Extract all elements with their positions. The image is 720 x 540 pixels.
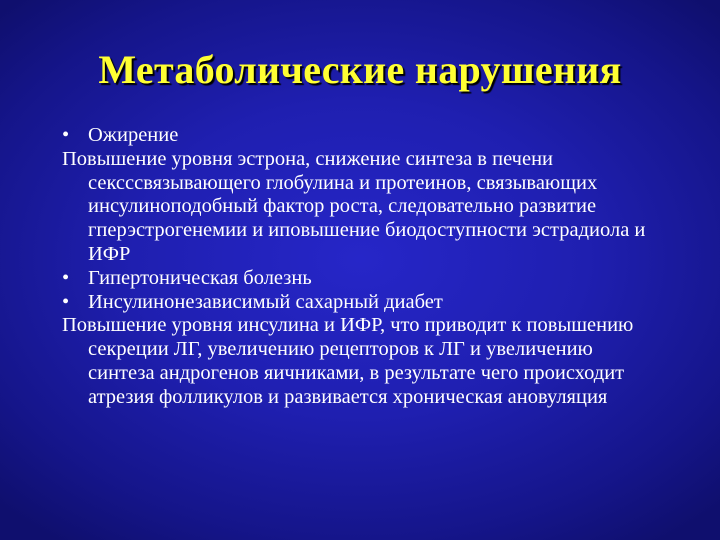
bullet-icon: •: [62, 124, 70, 146]
bullet-text: Инсулинонезависимый сахарный диабет: [88, 290, 443, 313]
paragraph-diabetes-details: Повышение уровня инсулина и ИФР, что приводит к повышению секреции ЛГ, увеличению рецепторов к ЛГ и увеличению синтеза андрогенов яичниками, в результате чего происходит атрезия фолликулов и развивается хроническая ановуляция: [62, 314, 634, 408]
bullet-item-obesity: [62, 124, 662, 148]
bullet-icon: •: [62, 266, 70, 289]
slide-title: Метаболические нарушения: [98, 47, 622, 92]
bullet-item-diabetes: [62, 291, 662, 315]
slide-body: [62, 124, 662, 410]
bullet-text: Гипертоническая болезнь: [88, 266, 312, 289]
paragraph-obesity-details: Повышение уровня эстрона, снижение синтеза в печени сексссвязывающего глобулина и протеинов, связывающих инсулиноподобный фактор роста, следовательно развитие гперэстрогенемии и иповышение биодоступности эстрадиола и ИФР: [62, 147, 646, 265]
bullet-icon: •: [62, 290, 70, 313]
bullet-item-hypertension: [62, 267, 662, 291]
bullet-text: Ожирение: [88, 124, 179, 146]
